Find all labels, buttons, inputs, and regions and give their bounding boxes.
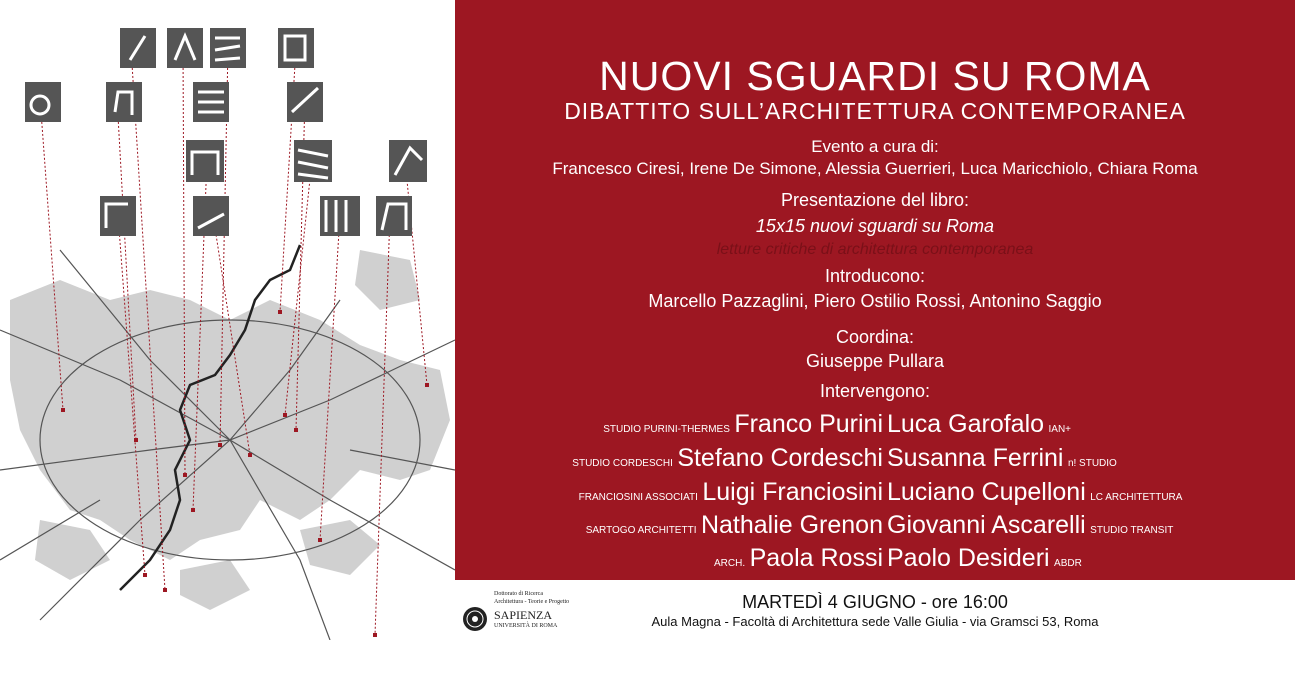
speaker-org: SARTOGO ARCHITETTI (585, 525, 697, 536)
speaker-row (455, 444, 1295, 474)
speaker-name: Luca Garofalo (887, 410, 1045, 438)
event-venue: Aula Magna - Facoltà di Architettura sede Valle Giulia - via Gramsci 53, Roma (651, 614, 1099, 629)
speaker-name: Luigi Franciosini (702, 478, 883, 506)
rome-map-illustration (0, 0, 455, 640)
event-title: NUOVI SGUARDI SU ROMA (599, 53, 1151, 99)
coordinator-label: Coordina: (835, 327, 915, 347)
speaker-row (455, 410, 1295, 440)
speaker-org: IAN+ (1048, 424, 1072, 435)
speaker-name: Giovanni Ascarelli (887, 511, 1086, 539)
coordinator-name: Giuseppe Pullara (805, 351, 945, 371)
speaker-name: Susanna Ferrini (887, 444, 1064, 472)
speaker-org: FRANCIOSINI ASSOCIATI (578, 492, 698, 503)
speaker-name: Paolo Desideri (887, 544, 1050, 572)
speaker-org: STUDIO TRANSIT (1090, 525, 1174, 536)
speakers-label: Intervengono: (819, 381, 931, 401)
event-date: MARTEDÌ 4 GIUGNO - ore 16:00 (742, 592, 1008, 612)
logo-line2: Architettura - Teorie e Progetto (494, 599, 570, 605)
speaker-org: LC ARCHITETTURA (1090, 492, 1183, 503)
building-icon-6 (106, 82, 142, 122)
speaker-org: ABDR (1054, 558, 1082, 569)
speaker-name: Luciano Cupelloni (887, 478, 1086, 506)
intro-label: Introducono: (824, 266, 926, 286)
building-icon-4 (278, 28, 314, 68)
speaker-org: ARCH. (714, 558, 746, 569)
book-label: Presentazione del libro: (780, 190, 970, 210)
logo-sub: UNIVERSITÀ DI ROMA (494, 623, 558, 629)
urban-area-shapes (10, 250, 450, 610)
speaker-name: Franco Purini (734, 410, 883, 438)
curators-label: Evento a cura di: (811, 137, 939, 156)
speaker-name: Nathalie Grenon (700, 511, 883, 539)
speaker-name: Stefano Cordeschi (677, 444, 883, 472)
building-icon-11 (389, 140, 427, 182)
speaker-row (455, 478, 1295, 508)
speaker-row (455, 511, 1295, 541)
speaker-row (455, 544, 1295, 574)
speaker-org: n! STUDIO (1067, 458, 1117, 469)
sapienza-logo (462, 588, 622, 638)
event-panel (455, 0, 1295, 580)
logo-line1: Dottorato di Ricerca (494, 591, 543, 597)
event-subtitle: DIBATTITO SULL’ARCHITETTURA CONTEMPORANEA (564, 98, 1186, 124)
logo-name: SAPIENZA (494, 608, 553, 622)
curators-names: Francesco Ciresi, Irene De Simone, Alessia Guerrieri, Luca Maricchiolo, Chiara Roma (552, 159, 1198, 178)
speaker-org: STUDIO CORDESCHI (572, 458, 673, 469)
building-icon-13 (193, 196, 229, 236)
intro-names: Marcello Pazzaglini, Piero Ostilio Rossi, Antonino Saggio (648, 291, 1102, 311)
book-subtitle: letture critiche di architettura contemporanea (716, 241, 1034, 258)
book-title: 15x15 nuovi sguardi su Roma (755, 216, 995, 236)
university-seal-icon (462, 606, 488, 632)
speaker-name: Paola Rossi (749, 544, 883, 572)
speaker-org: STUDIO PURINI-THERMES (603, 424, 730, 435)
